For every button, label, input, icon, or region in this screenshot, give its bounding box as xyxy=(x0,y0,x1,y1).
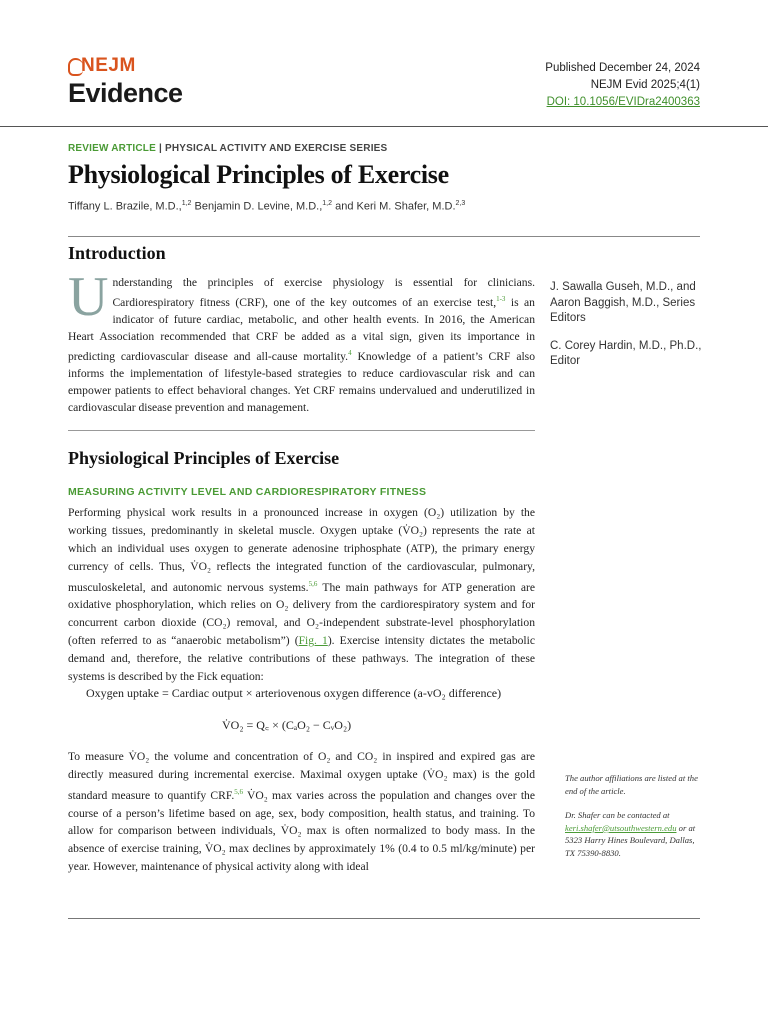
section-heading: Physiological Principles of Exercise xyxy=(68,448,340,468)
author-affiliation: 1,2 xyxy=(322,200,333,207)
logo-evidence-text: Evidence xyxy=(68,78,183,108)
author-name: Benjamin D. Levine, M.D., xyxy=(194,200,323,213)
author-list xyxy=(68,200,465,213)
reference-link[interactable]: 5,6 xyxy=(234,787,244,796)
article-series: PHYSICAL ACTIVITY AND EXERCISE SERIES xyxy=(164,143,388,154)
contact-text: or at 5323 Harry Hines Boulevard, Dallas, TX 75390-8830. xyxy=(565,822,696,858)
introduction-heading: Introduction xyxy=(68,243,166,263)
title-divider xyxy=(68,236,700,237)
subsection-heading: MEASURING ACTIVITY LEVEL AND CARDIORESPIRATORY FITNESS xyxy=(68,486,427,498)
contact-email-link[interactable]: keri.shafer@utsouthwestern.edu xyxy=(565,822,677,833)
intro-text-3: Knowledge of a patient’s CRF also informs the implementation of lifestyle-based strategies to reduce cardiovascular risk and can empower patients to effect behavioral changes. Yet CRF remains undervalued and underutilized in cardiovascular disease prevention and management. xyxy=(68,349,535,414)
introduction-paragraph xyxy=(68,266,535,416)
author-affiliation: 1,2 xyxy=(181,200,192,207)
body-text: Performing physical work results in a pronounced increase in oxygen (O₂) utilization by the working tissues, predominantly in skeletal muscle. Oxygen uptake (V̇O₂) represents the rate at which an individual uses oxygen to generate adenosine triphosphate (ATP), the primary energy currency of cells. Thus, V̇O₂ reflects the integrated function of the cardiovascular, pulmonary, musculoskeletal, and autonomic nervous systems. xyxy=(68,506,535,594)
drop-cap: U xyxy=(68,266,109,328)
notes-sidebar xyxy=(565,772,703,872)
author-name: Tiffany L. Brazile, M.D., xyxy=(68,200,182,213)
contact-note xyxy=(565,809,703,859)
journal-citation: NEJM Evid 2025;4(1) xyxy=(590,79,700,91)
publication-info xyxy=(545,60,700,111)
kicker-separator: | xyxy=(158,143,165,154)
fick-equation-symbols: V̇O₂ = Q꜀ × (CₐO₂ − CᵥO₂) xyxy=(222,718,352,732)
footer-divider xyxy=(68,918,700,919)
body-text: V̇O₂ max varies across the population and changes over the course of a person’s lifetime based on age, sex, body composition, health status, and training. To allow for comparison between individuals, V̇O₂ max is often normalized to body mass. In the absence of exercise training, V̇O₂ max declines by approximately 1% (0.4 to 0.5 ml/kg/minute) per year. However, maintenance of physical activity along with ideal xyxy=(68,788,535,874)
editors-sidebar xyxy=(550,280,710,382)
fick-equation-words: Oxygen uptake = Cardiac output × arteriovenous oxygen difference (a-vO₂ difference) xyxy=(86,686,502,700)
body-paragraph-1 xyxy=(68,504,535,686)
series-editors: J. Sawalla Guseh, M.D., and Aaron Baggish, M.D., Series Editors xyxy=(550,281,696,324)
doi-link[interactable]: DOI: 10.1056/EVIDra2400363 xyxy=(546,96,700,108)
intro-text-1: nderstanding the principles of exercise physiology is essential for clinicians. Cardiorespiratory fitness (CRF), one of the key outcomes of an exercise test, xyxy=(112,276,535,309)
header-divider xyxy=(0,126,768,127)
editor: C. Corey Hardin, M.D., Ph.D., Editor xyxy=(550,339,702,367)
reference-link[interactable]: 1-3 xyxy=(496,295,506,303)
affiliations-note: The author affiliations are listed at the end of the article. xyxy=(565,773,698,796)
nejm-ring-icon xyxy=(68,58,83,76)
author-affiliation: 2,3 xyxy=(455,200,466,207)
body-text: To measure V̇O₂ the volume and concentration of O₂ and CO₂ in inspired and expired gas are directly measured during incremental exercise. Maximal oxygen uptake (V̇O₂ max) is the gold standard measure to quantify CRF. xyxy=(68,750,535,802)
body-text: ). Exercise intensity dictates the metabolic demand and, therefore, the relative contributions of these pathways. The integration of these systems is described by the Fick equation: xyxy=(68,634,536,684)
body-text: The main pathways for ATP generation are oxidative phosphorylation, which relies on O₂ delivery from the cardiorespiratory system and for concurrent carbon dioxide (CO₂) removal, and O₂-independent substrate-level phosphorylation (often referred to as “anaerobic metabolism”) ( xyxy=(68,580,535,648)
article-kicker xyxy=(68,143,387,154)
logo-nejm xyxy=(68,56,208,76)
author-name: and Keri M. Shafer, M.D. xyxy=(335,200,456,213)
reference-link[interactable]: 4 xyxy=(348,348,352,357)
figure-link[interactable]: Fig. 1 xyxy=(298,634,328,648)
logo-nejm-text: NEJM xyxy=(81,55,136,76)
section-divider xyxy=(68,430,535,431)
article-type: REVIEW ARTICLE xyxy=(68,143,156,154)
reference-link[interactable]: 5,6 xyxy=(308,579,318,588)
published-date: Published December 24, 2024 xyxy=(545,62,700,74)
intro-text-2: is an indicator of future cardiac, metabolic, and other health events. In 2016, the American Heart Association recommended that CRF be added as a vital sign, given its importance in predicting cardiovascular disease and all-cause mortality. xyxy=(68,295,535,363)
body-paragraph-2 xyxy=(68,748,535,876)
article-title: Physiological Principles of Exercise xyxy=(68,160,449,189)
nejm-evidence-logo[interactable] xyxy=(68,56,208,108)
contact-text: Dr. Shafer can be contacted at xyxy=(565,810,670,821)
